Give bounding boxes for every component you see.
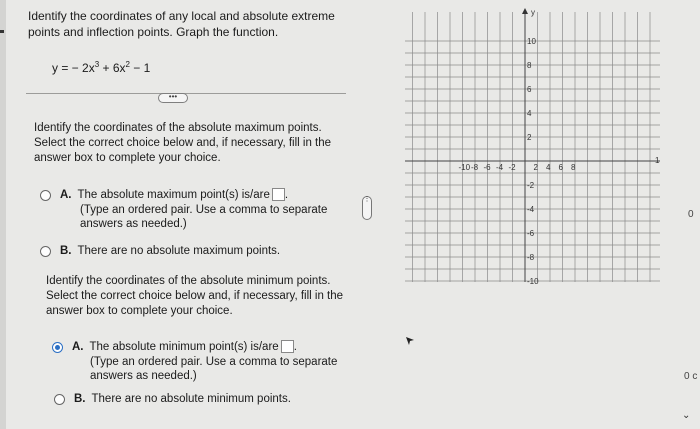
more-options-button[interactable]: ••• — [158, 93, 188, 103]
y-tick-label: -10 — [527, 277, 539, 286]
min-instr-line-2: Select the correct choice below and, if necessary, fill in the — [46, 290, 344, 302]
problem-statement — [28, 8, 348, 40]
graph-grid[interactable] — [405, 6, 660, 286]
min-answer-box[interactable] — [281, 340, 294, 353]
x-tick-label: 4 — [546, 163, 551, 172]
right-edge-text-2: 0 c — [684, 371, 698, 382]
function-part-a: y = − 2x — [52, 61, 95, 75]
function-exponent-1: 3 — [94, 60, 100, 69]
max-instructions — [34, 121, 344, 166]
x-tick-label: -2 — [508, 163, 516, 172]
y-tick-label: 4 — [527, 109, 532, 118]
max-choice-a[interactable]: A. The absolute maximum point(s) is/are . (Type an ordered pair. Use a comma to separate answers as needed.) — [60, 189, 328, 230]
max-choice-b-radio[interactable] — [40, 246, 51, 257]
y-tick-label: 6 — [527, 85, 532, 94]
y-axis-arrow-icon — [522, 8, 528, 14]
function-part-b: + 6x — [99, 61, 126, 75]
y-tick-label: 8 — [527, 61, 532, 70]
min-instructions — [46, 274, 356, 319]
min-choice-a-note-2: answers as needed.) — [90, 370, 197, 382]
x-tick-labels — [459, 156, 661, 172]
grid-lines — [405, 12, 660, 282]
max-instr-line-1: Identify the coordinates of the absolute maximum points. — [34, 122, 322, 134]
x-tick-label: -6 — [483, 163, 491, 172]
function-equation — [52, 60, 150, 75]
y-tick-label: -2 — [527, 181, 535, 190]
function-part-c: − 1 — [129, 61, 151, 75]
y-tick-label: -8 — [527, 253, 535, 262]
max-instr-line-3: answer box to complete your choice. — [34, 152, 221, 164]
max-choice-a-note-1: (Type an ordered pair. Use a comma to separate — [80, 203, 328, 216]
x-tick-label: -10 — [458, 163, 471, 172]
min-choice-b-text: There are no absolute minimum points. — [91, 393, 291, 405]
chevron-down-icon[interactable]: ⌄ — [682, 410, 691, 421]
max-choice-b-letter: B. — [60, 245, 72, 257]
panel-resize-handle[interactable]: ⋮ — [362, 196, 372, 220]
problem-line-1: Identify the coordinates of any local and absolute extreme — [28, 9, 335, 23]
function-exponent-2: 2 — [125, 60, 130, 69]
max-choice-b-text: There are no absolute maximum points. — [77, 245, 281, 257]
max-choice-b[interactable] — [60, 244, 280, 259]
max-choice-a-radio[interactable] — [40, 190, 51, 201]
max-choice-a-note-2: answers as needed.) — [80, 218, 187, 230]
min-instr-line-3: answer box to complete your choice. — [46, 305, 233, 317]
max-choice-a-text: The absolute maximum point(s) is/are — [77, 189, 270, 201]
x-tick-label: -4 — [496, 163, 504, 172]
right-edge-text-1: 0 — [688, 209, 694, 220]
min-instr-line-1: Identify the coordinates of the absolute minimum points. — [46, 275, 331, 287]
x-tick-label: 2 — [533, 163, 538, 172]
x-tick-label: 8 — [571, 163, 576, 172]
min-choice-b[interactable] — [74, 392, 291, 407]
y-tick-label: 2 — [527, 133, 532, 142]
min-choice-a[interactable]: A. The absolute minimum point(s) is/are . (Type an ordered pair. Use a comma to separate answers as needed.) — [72, 341, 338, 382]
y-tick-label: 10 — [527, 37, 536, 46]
min-choice-a-note-1: (Type an ordered pair. Use a comma to separate — [90, 355, 338, 368]
min-choice-a-letter: A. — [72, 341, 84, 353]
x-tick-label: 6 — [558, 163, 563, 172]
x-tick-label-edge: 1 — [655, 156, 660, 165]
y-axis-label: y — [531, 8, 535, 17]
min-choice-a-text: The absolute minimum point(s) is/are — [89, 341, 279, 353]
left-edge-bar — [0, 0, 6, 429]
max-instr-line-2: Select the correct choice below and, if necessary, fill in the — [34, 137, 332, 149]
problem-line-2: points and inflection points. Graph the function. — [28, 25, 279, 39]
y-tick-label: -6 — [527, 229, 535, 238]
mouse-cursor-icon — [404, 335, 416, 347]
min-choice-b-letter: B. — [74, 393, 86, 405]
min-choice-b-radio[interactable] — [54, 394, 65, 405]
left-edge-mark — [0, 30, 4, 33]
y-tick-label: -4 — [527, 205, 535, 214]
max-answer-box[interactable] — [272, 188, 285, 201]
max-choice-a-letter: A. — [60, 189, 72, 201]
min-choice-a-radio[interactable] — [52, 342, 63, 353]
x-tick-label: -8 — [471, 163, 479, 172]
